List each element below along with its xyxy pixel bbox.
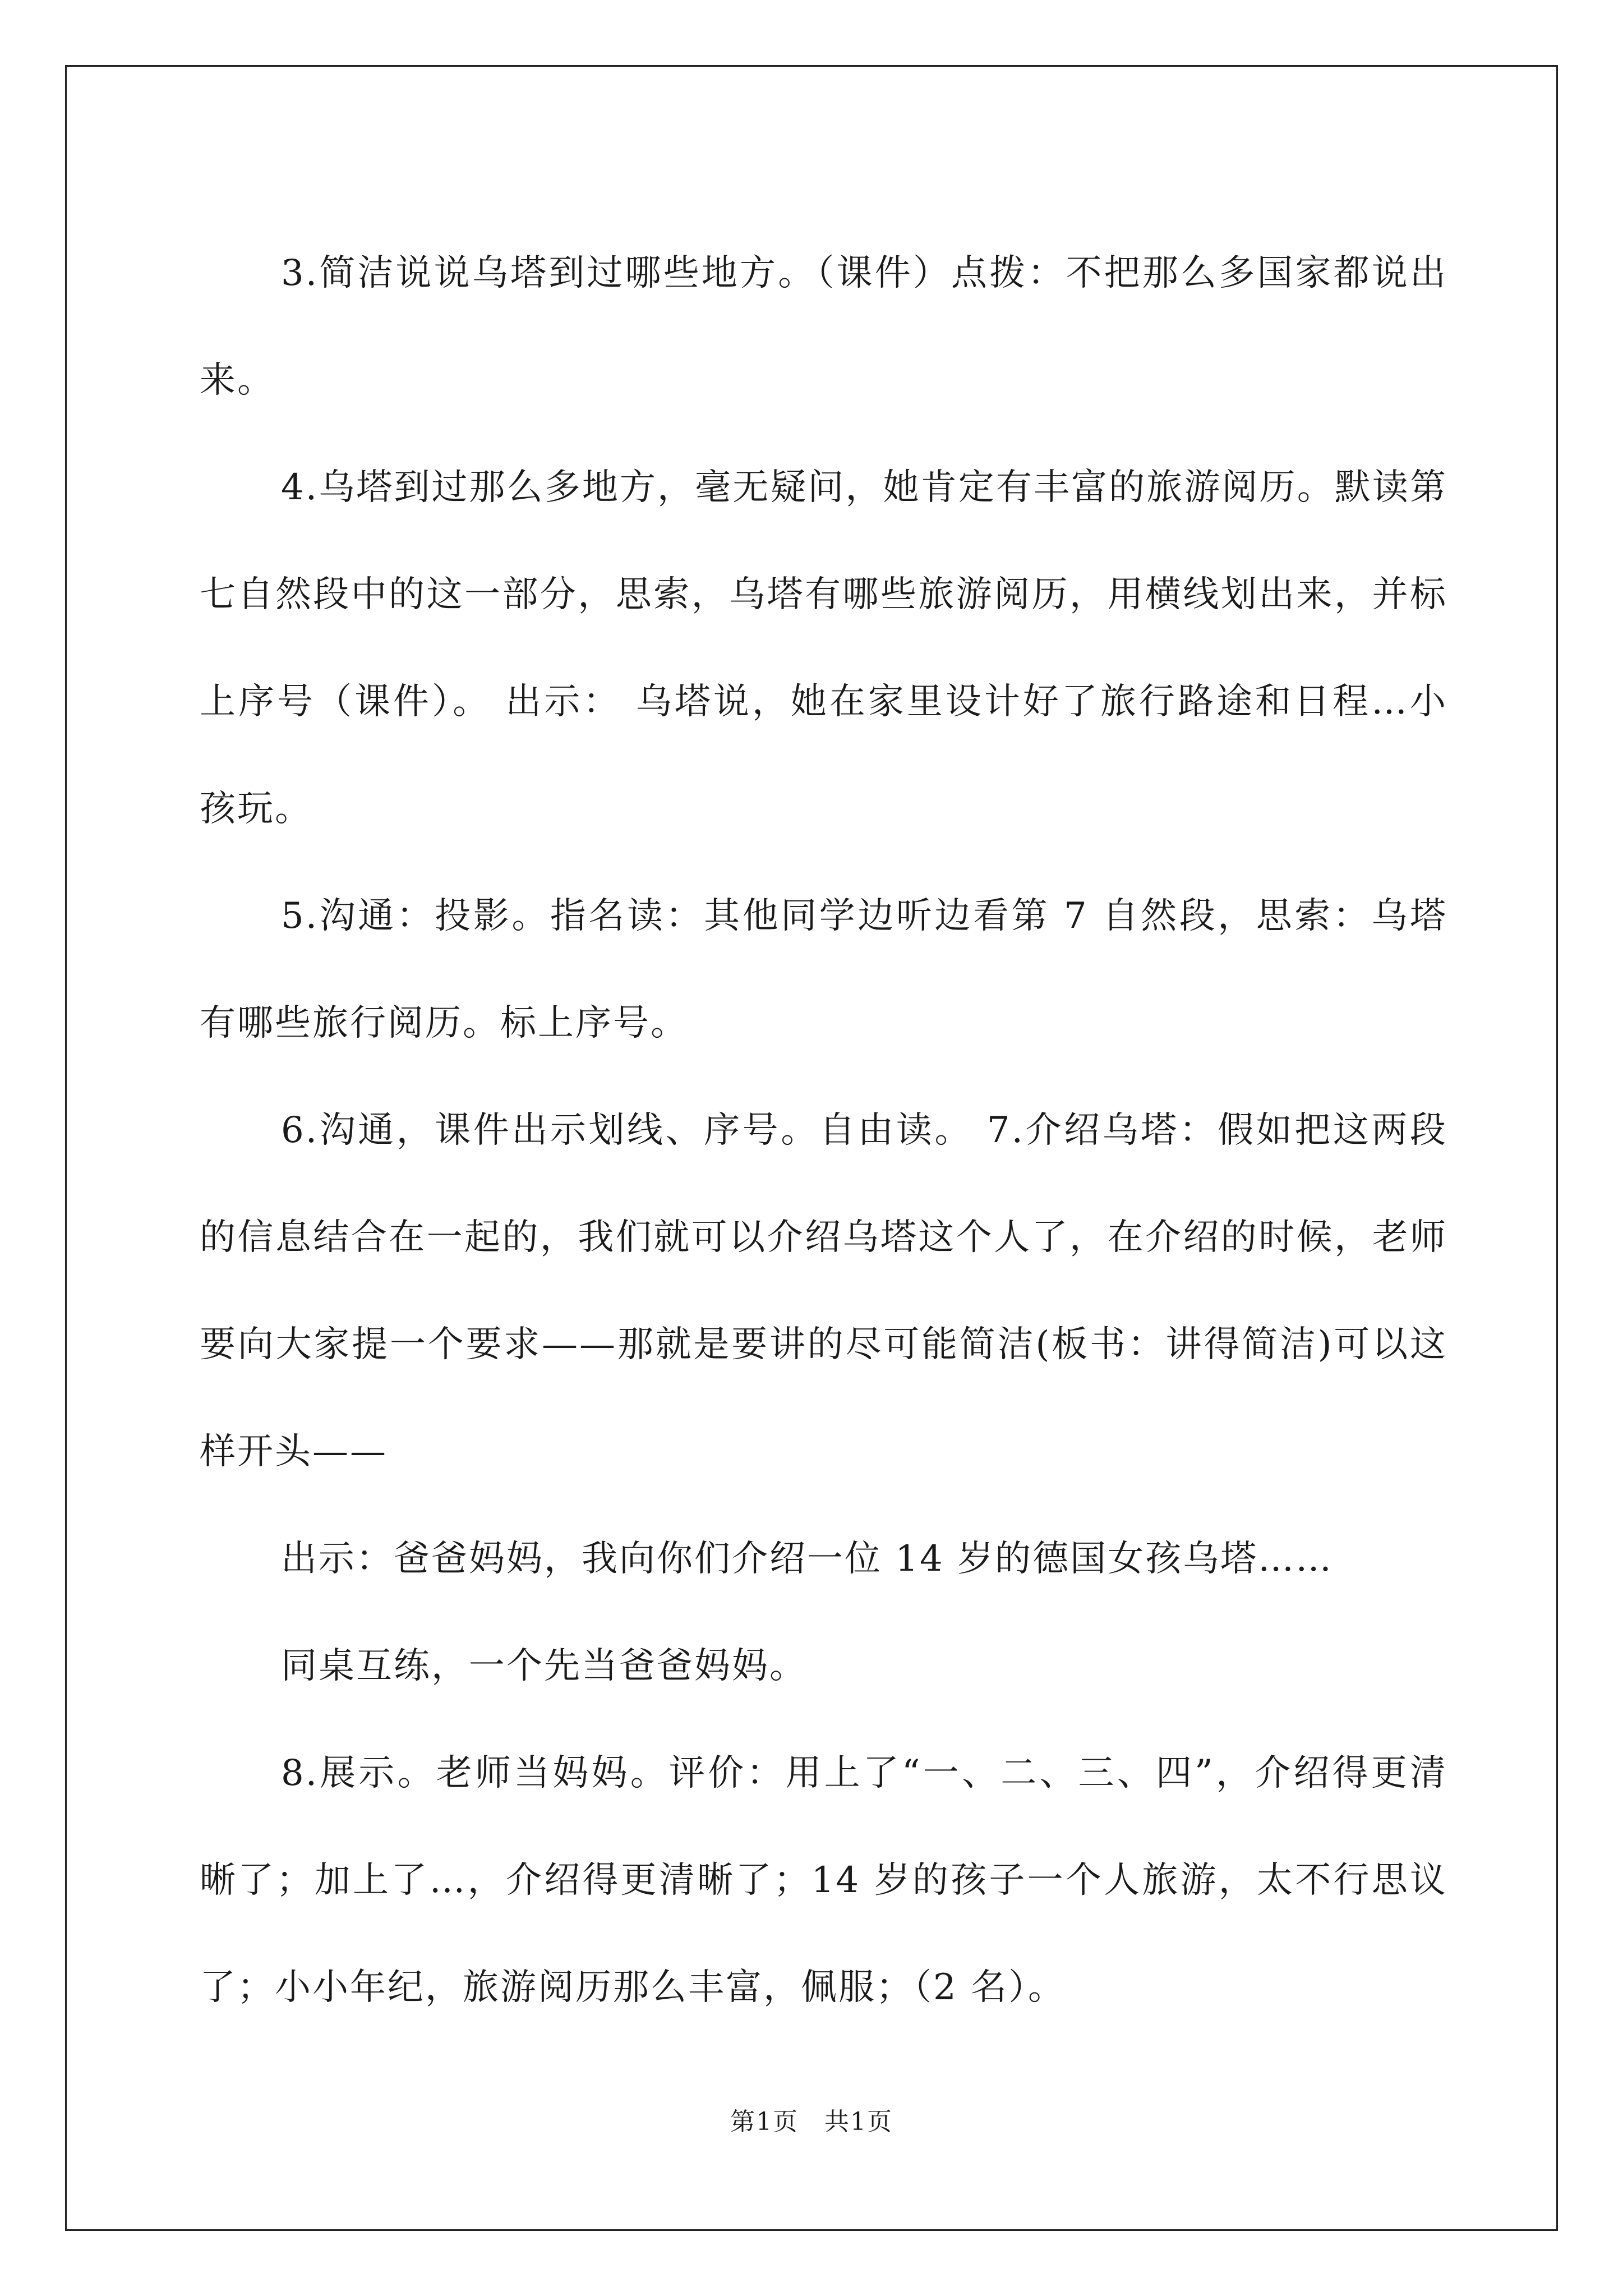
paragraph-3: 3.简洁说说乌塔到过哪些地方。（课件）点拨：不把那么多国家都说出来。 — [200, 252, 1447, 401]
paragraph-4: 4.乌塔到过那么多地方，毫无疑问，她肯定有丰富的旅游阅历。默读第七自然段中的这一部分，思索，乌塔有哪些旅游阅历，用横线划出来，并标上序号（课件）。 出示： 乌塔说，她在家里设计好了旅行路途和日程…小孩玩。 — [200, 467, 1447, 830]
paragraph-pair-practice: 同桌互练，一个先当爸爸妈妈。 — [281, 1645, 807, 1687]
paragraph-8: 8.展示。老师当妈妈。评价：用上了“一、二、三、四”，介绍得更清晰了；加上了…，介绍得更清晰了；14 岁的孩子一个人旅游，太不行思议了；小小年纪，旅游阅历那么丰富，佩服；（2 名）。 — [200, 1752, 1447, 2008]
paragraph-5: 5.沟通：投影。指名读：其他同学边听边看第 7 自然段，思索：乌塔有哪些旅行阅历。标上序号。 — [200, 895, 1447, 1044]
paragraph-show-intro: 出示：爸爸妈妈，我向你们介绍一位 14 岁的德国女孩乌塔…… — [281, 1538, 1334, 1580]
page-number-footer: 第1页 共1页 — [730, 2108, 893, 2136]
paragraph-6-7: 6.沟通，课件出示划线、序号。自由读。 7.介绍乌塔：假如把这两段的信息结合在一起的，我们就可以介绍乌塔这个人了，在介绍的时候，老师要向大家提一个要求——那就是要讲的尽可能简洁(板书：讲得简洁)可以这样开头—— — [200, 1110, 1447, 1473]
document-body — [200, 220, 1447, 2041]
